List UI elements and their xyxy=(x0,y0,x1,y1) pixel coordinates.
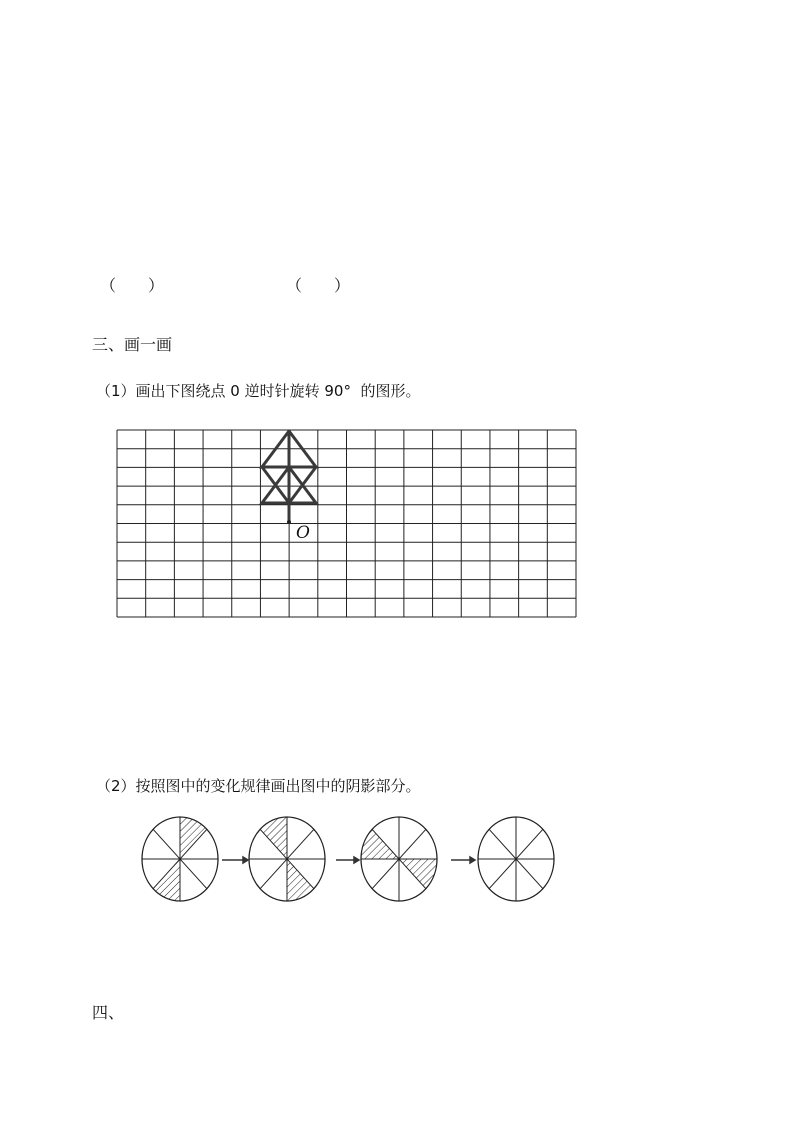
pattern-circle-1 xyxy=(142,817,218,901)
shaded-sector xyxy=(287,859,314,901)
pattern-circle-2 xyxy=(249,817,325,901)
section-3-title: 三、画一画 xyxy=(92,335,173,354)
section-4-title: 四、 xyxy=(92,1003,125,1022)
question-2-text: （2）按照图中的变化规律画出图中的阴影部分。 xyxy=(96,777,421,795)
shaded-sector xyxy=(180,817,207,859)
answer-blank-2[interactable]: （ ） xyxy=(286,276,351,295)
shaded-sector xyxy=(361,829,399,859)
shaded-sector xyxy=(399,859,437,889)
pattern-circle-4 xyxy=(478,817,554,901)
shaded-sector xyxy=(260,817,287,859)
pattern-circle-3 xyxy=(361,817,437,901)
answer-blank-1[interactable]: （ ） xyxy=(100,276,165,295)
point-o-label: O xyxy=(296,523,310,543)
question-1-text: （1）画出下图绕点 0 逆时针旋转 90° 的图形。 xyxy=(96,382,421,400)
shaded-sector xyxy=(153,859,180,901)
